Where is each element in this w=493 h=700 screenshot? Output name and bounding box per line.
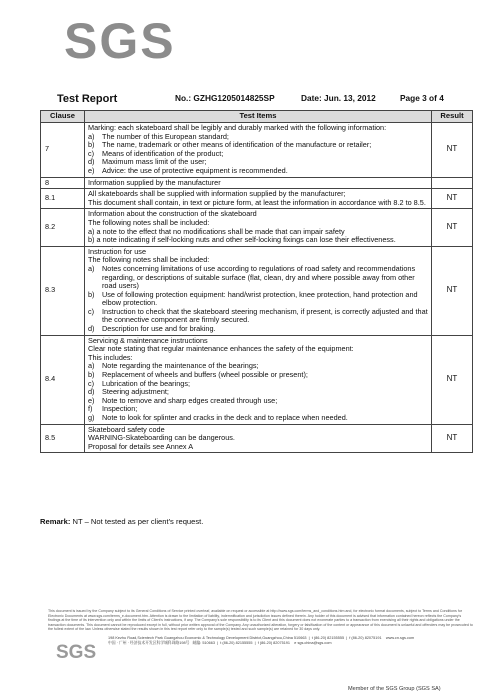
test-item-line: Servicing & maintenance instructions	[88, 335, 208, 345]
table-row	[41, 335, 473, 424]
table-body	[41, 123, 473, 453]
item-text: Notes concerning limitations of use according to regulations of road safety and recommendations regarding, or descriptions of suitable surface (flat, clean, dry and where possible away from other road users)	[102, 263, 416, 291]
item-text: Inspection;	[102, 404, 138, 414]
svg-text:SGS: SGS	[56, 642, 97, 661]
item-text: Advice: the use of protective equipment is recommended.	[102, 165, 288, 175]
result-cell: NT	[432, 424, 473, 453]
report-number: No.: GZHG1205014825SP	[175, 93, 275, 103]
clause-cell: 7	[41, 123, 85, 178]
column-header-clause: Clause	[41, 111, 85, 123]
item-marker: c)	[88, 148, 95, 158]
item-marker: b)	[88, 140, 95, 150]
terms-fine-print	[48, 609, 473, 632]
item-marker: e)	[88, 395, 95, 405]
test-item-line: WARNING-Skateboarding can be dangerous.	[88, 433, 235, 443]
test-item-line: Instruction for use	[88, 246, 146, 256]
column-header-result: Result	[432, 111, 473, 123]
test-item-line	[88, 414, 428, 423]
table-row	[41, 424, 473, 453]
item-marker: e)	[88, 165, 95, 175]
remark	[40, 517, 203, 526]
test-item-line	[88, 291, 428, 308]
svg-text:SGS: SGS	[64, 14, 176, 66]
test-item-line: This document shall contain, in text or picture form, at least the information in accordance with 8.2 to 8.5.	[88, 197, 426, 207]
table-row	[41, 209, 473, 246]
sgs-footer-logo	[56, 641, 108, 661]
test-item-line: Marking: each skateboard shall be legibly and durably marked with the following information:	[88, 123, 387, 132]
member-statement: Member of the SGS Group (SGS SA)	[348, 686, 441, 692]
result-cell	[432, 177, 473, 189]
clause-cell: 8.4	[41, 335, 85, 424]
test-items-cell	[85, 246, 432, 335]
result-cell: NT	[432, 209, 473, 246]
item-marker: b)	[88, 370, 95, 380]
item-marker: d)	[88, 324, 95, 334]
item-marker: d)	[88, 157, 95, 167]
footer-address-cn: 中国 · 广州 · 经济技术开发区科学城科珠路198号	[108, 641, 190, 646]
table-row	[41, 189, 473, 209]
clause-cell: 8.3	[41, 246, 85, 335]
item-marker: b)	[88, 289, 95, 299]
footer-fax-1: f (86-20) 82075191	[349, 636, 382, 640]
item-marker: c)	[88, 378, 95, 388]
item-marker: c)	[88, 306, 95, 316]
test-item-line: Skateboard safety code	[88, 424, 165, 434]
footer-web: www.cn.sgs.com	[385, 636, 415, 640]
item-text: Means of identification of the product;	[102, 148, 224, 158]
item-text: Use of following protection equipment: hand/wrist protection, knee protection, hand protection and elbow protection.	[102, 289, 418, 308]
table-header-row	[41, 111, 473, 123]
footer-phone-1: t (86-20) 82155555	[311, 636, 345, 640]
test-item-line: The following notes shall be included:	[88, 217, 210, 227]
test-item-line: b) a note indicating if self-locking nuts and other self-locking fixings can lose their effectiveness.	[88, 235, 396, 245]
item-text: The number of this European standard;	[102, 131, 229, 141]
test-item-line: Information about the construction of the skateboard	[88, 209, 257, 219]
test-item-line	[88, 167, 428, 176]
clause-cell: 8.5	[41, 424, 85, 453]
test-item-line: Clear note stating that regular maintenance enhances the safety of the equipment:	[88, 344, 354, 354]
terms-paragraph: This document is issued by the Company subject to its General Conditions of Service printed overleaf, available on request or accessible at http://www.sgs.com/terms_and_conditions.htm and, for electronic format documents, subject to Terms and Conditions for Electronic Documents at www.sgs.com/terms_e-document.htm. Attention is drawn to the limitation of liability, indemnification and jurisdiction issues defined therein. Any holder of this document is advised that information contained hereon reflects the Company's findings at the time of its intervention only and within the limits of Client's instructions, if any. The Company's sole responsibility is to its Client and this document does not exonerate parties to a transaction from exercising all their rights and obligations under the transaction documents. This document cannot be reproduced except in full, without prior written approval of the Company. Any unauthorized alteration, forgery or falsification of the content or appearance of this document is unlawful and offenders may be prosecuted to the fullest extent of the law. Unless otherwise stated the results shown in this test report refer only to the sample(s) tested and such sample(s) are retained for 30 days only.	[48, 609, 473, 632]
item-marker: f)	[88, 404, 93, 414]
item-text: Maximum mass limit of the user;	[102, 157, 207, 167]
item-marker: g)	[88, 413, 95, 422]
footer-phone-2: t (86-20) 82155555	[220, 641, 253, 646]
table-row	[41, 246, 473, 335]
table-row	[41, 123, 473, 178]
test-items-cell	[85, 189, 432, 209]
footer-address-en: 198 Kezhu Road,Scientech Park Guangzhou Economic & Technology Development District,Guangzhou,China 510663	[108, 636, 307, 640]
test-items-cell	[85, 123, 432, 178]
item-text: Note to remove and sharp edges created through use;	[102, 395, 278, 405]
report-date: Date: Jun. 13, 2012	[301, 93, 376, 103]
item-marker: a)	[88, 131, 95, 141]
item-text: Note regarding the maintenance of the bearings;	[102, 361, 259, 371]
test-items-cell	[85, 424, 432, 453]
footer-postcode: 邮编: 510663	[192, 641, 215, 646]
footer-address: 198 Kezhu Road,Scientech Park Guangzhou Economic & Technology Development District,Guangzhou,China 510663 | t (86-20) 82155555 | f (86-20) 82075191 www.cn.sgs.com 中国 · 广州 · 经济技术开发区科学城科珠路198号 邮编: 510663 | t (86-20) 82155555 | f (86-20) 82075191 e sgs.china@sgs.com	[108, 636, 415, 646]
result-cell: NT	[432, 246, 473, 335]
report-title: Test Report	[57, 93, 118, 105]
test-item-line: Proposal for details see Annex A	[88, 441, 194, 451]
item-text: Replacement of wheels and buffers (wheel possible or present);	[102, 370, 308, 380]
test-items-cell	[85, 335, 432, 424]
result-cell: NT	[432, 123, 473, 178]
item-text: Lubrication of the bearings;	[102, 378, 191, 388]
sgs-logo	[64, 14, 184, 66]
item-marker: d)	[88, 387, 95, 397]
test-items-cell	[85, 177, 432, 189]
item-text: Description for use and for braking.	[102, 324, 216, 334]
clause-cell: 8.1	[41, 189, 85, 209]
footer-email: e sgs.china@sgs.com	[294, 641, 332, 646]
report-header	[0, 93, 493, 107]
clause-cell: 8.2	[41, 209, 85, 246]
test-item-line: Information supplied by the manufacturer	[88, 177, 221, 187]
test-item-line: This includes:	[88, 352, 133, 362]
page-number: Page 3 of 4	[400, 93, 444, 103]
item-text: Steering adjustment;	[102, 387, 169, 397]
item-text: The name, trademark or other means of identification of the manufacture or retailer;	[102, 140, 372, 150]
test-item-line	[88, 325, 428, 334]
clause-cell: 8	[41, 177, 85, 189]
remark-label: Remark:	[40, 517, 71, 526]
table-row	[41, 177, 473, 189]
result-cell: NT	[432, 335, 473, 424]
test-item-line	[88, 265, 428, 291]
result-cell: NT	[432, 189, 473, 209]
item-text: Note to look for splinter and cracks in the deck and to replace when needed.	[102, 413, 348, 422]
column-header-test-items: Test Items	[85, 111, 432, 123]
remark-text: NT – Not tested as per client's request.	[70, 517, 204, 526]
item-marker: a)	[88, 361, 95, 371]
test-item-line	[88, 308, 428, 325]
test-item-line	[88, 397, 428, 406]
test-item-line: The following notes shall be included:	[88, 255, 210, 265]
footer-fax-2: f (86-20) 82075191	[257, 641, 291, 646]
test-items-table	[40, 110, 473, 453]
test-item-line: a) a note to the effect that no modifications shall be made that can impair safety	[88, 226, 345, 236]
item-text: Instruction to check that the skateboard steering mechanism, if present, is correctly adjusted and that the connective component are firmly secured.	[102, 306, 428, 325]
test-item-line: All skateboards shall be supplied with information supplied by the manufacturer;	[88, 189, 346, 199]
test-items-cell	[85, 209, 432, 246]
item-marker: a)	[88, 263, 95, 273]
